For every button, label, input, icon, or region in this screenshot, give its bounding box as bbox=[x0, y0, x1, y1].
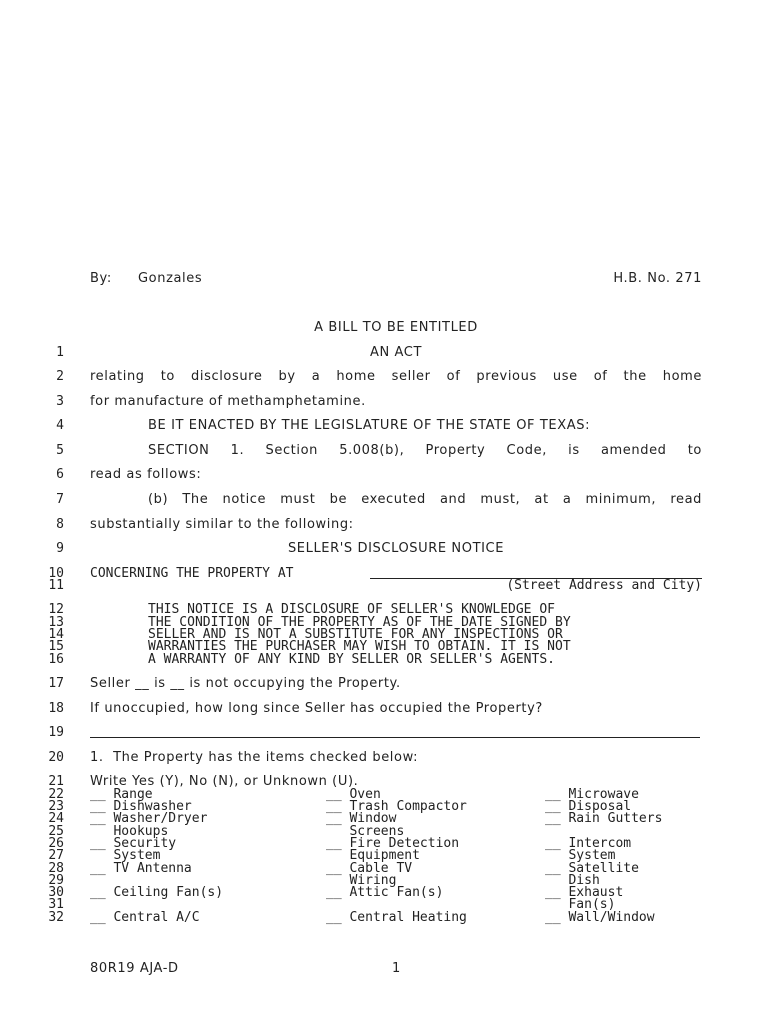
item-fire-detection-cont: Equipment bbox=[326, 848, 420, 863]
body-line-8: substantially similar to the following: bbox=[90, 517, 354, 532]
notice-text-line: A WARRANTY OF ANY KIND BY SELLER OR SELLER'S AGENTS. bbox=[148, 652, 555, 667]
item-cable-tv: __ Cable TV bbox=[326, 861, 413, 876]
body-line-3: for manufacture of methamphetamine. bbox=[90, 394, 366, 409]
item-attic-fan: __ Attic Fan(s) bbox=[326, 885, 444, 900]
line-number: 18 bbox=[48, 701, 64, 716]
line-number: 12 bbox=[48, 602, 64, 617]
item-fire-detection: __ Fire Detection bbox=[326, 836, 460, 851]
item-window: __ Window bbox=[326, 811, 397, 826]
line-number: 30 bbox=[48, 885, 64, 900]
line-number: 27 bbox=[48, 848, 64, 863]
line-number: 17 bbox=[48, 676, 64, 691]
line-number: 32 bbox=[48, 910, 64, 925]
line-number: 11 bbox=[48, 578, 64, 593]
item-satellite: __ Satellite bbox=[545, 861, 639, 876]
items-instructions: Write Yes (Y), No (N), or Unknown (U). bbox=[90, 774, 359, 789]
item-washer-dryer: __ Washer/Dryer bbox=[90, 811, 208, 826]
by-label: By: bbox=[90, 271, 112, 286]
line-number: 23 bbox=[48, 799, 64, 814]
bill-number: H.B. No. 271 bbox=[613, 271, 702, 286]
page-number: 1 bbox=[392, 961, 401, 976]
item-dishwasher: __ Dishwasher bbox=[90, 799, 192, 814]
line-number: 6 bbox=[56, 467, 64, 482]
item-trash-compactor: __ Trash Compactor bbox=[326, 799, 467, 814]
occupancy-line: Seller __ is __ is not occupying the Property. bbox=[90, 676, 401, 691]
notice-text-line: THE CONDITION OF THE PROPERTY AS OF THE DATE SIGNED BY bbox=[148, 615, 571, 630]
line-number: 22 bbox=[48, 787, 64, 802]
answer-underline bbox=[90, 737, 700, 738]
an-act-heading: AN ACT bbox=[369, 345, 423, 360]
item-central-heating: __ Central Heating bbox=[326, 910, 467, 925]
notice-text-line: SELLER AND IS NOT A SUBSTITUTE FOR ANY INSPECTIONS OR bbox=[148, 627, 563, 642]
bill-title: A BILL TO BE ENTITLED bbox=[314, 320, 478, 335]
item-microwave: __ Microwave bbox=[545, 787, 639, 802]
line-number: 2 bbox=[56, 369, 64, 384]
item-security-cont: System bbox=[90, 848, 161, 863]
item-wall-window: __ Wall/Window bbox=[545, 910, 655, 925]
subsection-b-line: (b) The notice must be executed and must, at a minimum, read bbox=[148, 492, 702, 507]
item-exhaust-cont: Fan(s) bbox=[545, 897, 616, 912]
line-number: 16 bbox=[48, 652, 64, 667]
line-number: 3 bbox=[56, 394, 64, 409]
line-number: 26 bbox=[48, 836, 64, 851]
line-number: 19 bbox=[48, 725, 64, 740]
section-1-line: SECTION 1. Section 5.008(b), Property Code, is amended to bbox=[148, 443, 702, 458]
notice-heading: SELLER'S DISCLOSURE NOTICE bbox=[287, 541, 505, 556]
item-disposal: __ Disposal bbox=[545, 799, 632, 814]
line-number: 4 bbox=[56, 418, 64, 433]
line-number: 8 bbox=[56, 517, 64, 532]
item-central-ac: __ Central A/C bbox=[90, 910, 200, 925]
item-rain-gutters: __ Rain Gutters bbox=[545, 811, 663, 826]
line-number: 15 bbox=[48, 639, 64, 654]
line-number: 1 bbox=[56, 345, 64, 360]
body-line-2: relating to disclosure by a home seller of previous use of the home bbox=[90, 369, 702, 384]
line-number: 31 bbox=[48, 897, 64, 912]
item-satellite-cont: Dish bbox=[545, 873, 600, 888]
line-number: 5 bbox=[56, 443, 64, 458]
line-number: 20 bbox=[48, 750, 64, 765]
item-security: __ Security bbox=[90, 836, 177, 851]
body-line-6: read as follows: bbox=[90, 467, 202, 482]
item-intercom-cont: System bbox=[545, 848, 616, 863]
item-tv-antenna: __ TV Antenna bbox=[90, 861, 192, 876]
item-cable-tv-cont: Wiring bbox=[326, 873, 397, 888]
item-exhaust: __ Exhaust bbox=[545, 885, 624, 900]
line-number: 9 bbox=[56, 541, 64, 556]
line-number: 28 bbox=[48, 861, 64, 876]
line-number: 24 bbox=[48, 811, 64, 826]
line-number: 14 bbox=[48, 627, 64, 642]
line-number: 10 bbox=[48, 566, 64, 581]
unoccupied-question: If unoccupied, how long since Seller has occupied the Property? bbox=[90, 701, 543, 716]
line-number: 7 bbox=[56, 492, 64, 507]
notice-text-line: WARRANTIES THE PURCHASER MAY WISH TO OBTAIN. IT IS NOT bbox=[148, 639, 571, 654]
item-ceiling-fan: __ Ceiling Fan(s) bbox=[90, 885, 224, 900]
line-number: 25 bbox=[48, 824, 64, 839]
property-at-label: CONCERNING THE PROPERTY AT bbox=[90, 566, 294, 581]
document-code: 80R19 AJA-D bbox=[90, 961, 179, 976]
bill-author: Gonzales bbox=[138, 271, 203, 286]
item-oven: __ Oven bbox=[326, 787, 381, 802]
address-caption: (Street Address and City) bbox=[506, 578, 702, 593]
enacting-clause: BE IT ENACTED BY THE LEGISLATURE OF THE STATE OF TEXAS: bbox=[148, 418, 591, 433]
line-number: 29 bbox=[48, 873, 64, 888]
items-intro: 1. The Property has the items checked below: bbox=[90, 750, 419, 765]
item-window-cont: Screens bbox=[326, 824, 405, 839]
item-washer-dryer-cont: Hookups bbox=[90, 824, 169, 839]
line-number: 21 bbox=[48, 774, 64, 789]
line-number: 13 bbox=[48, 615, 64, 630]
item-intercom: __ Intercom bbox=[545, 836, 632, 851]
item-range: __ Range bbox=[90, 787, 153, 802]
notice-text-line: THIS NOTICE IS A DISCLOSURE OF SELLER'S KNOWLEDGE OF bbox=[148, 602, 555, 617]
